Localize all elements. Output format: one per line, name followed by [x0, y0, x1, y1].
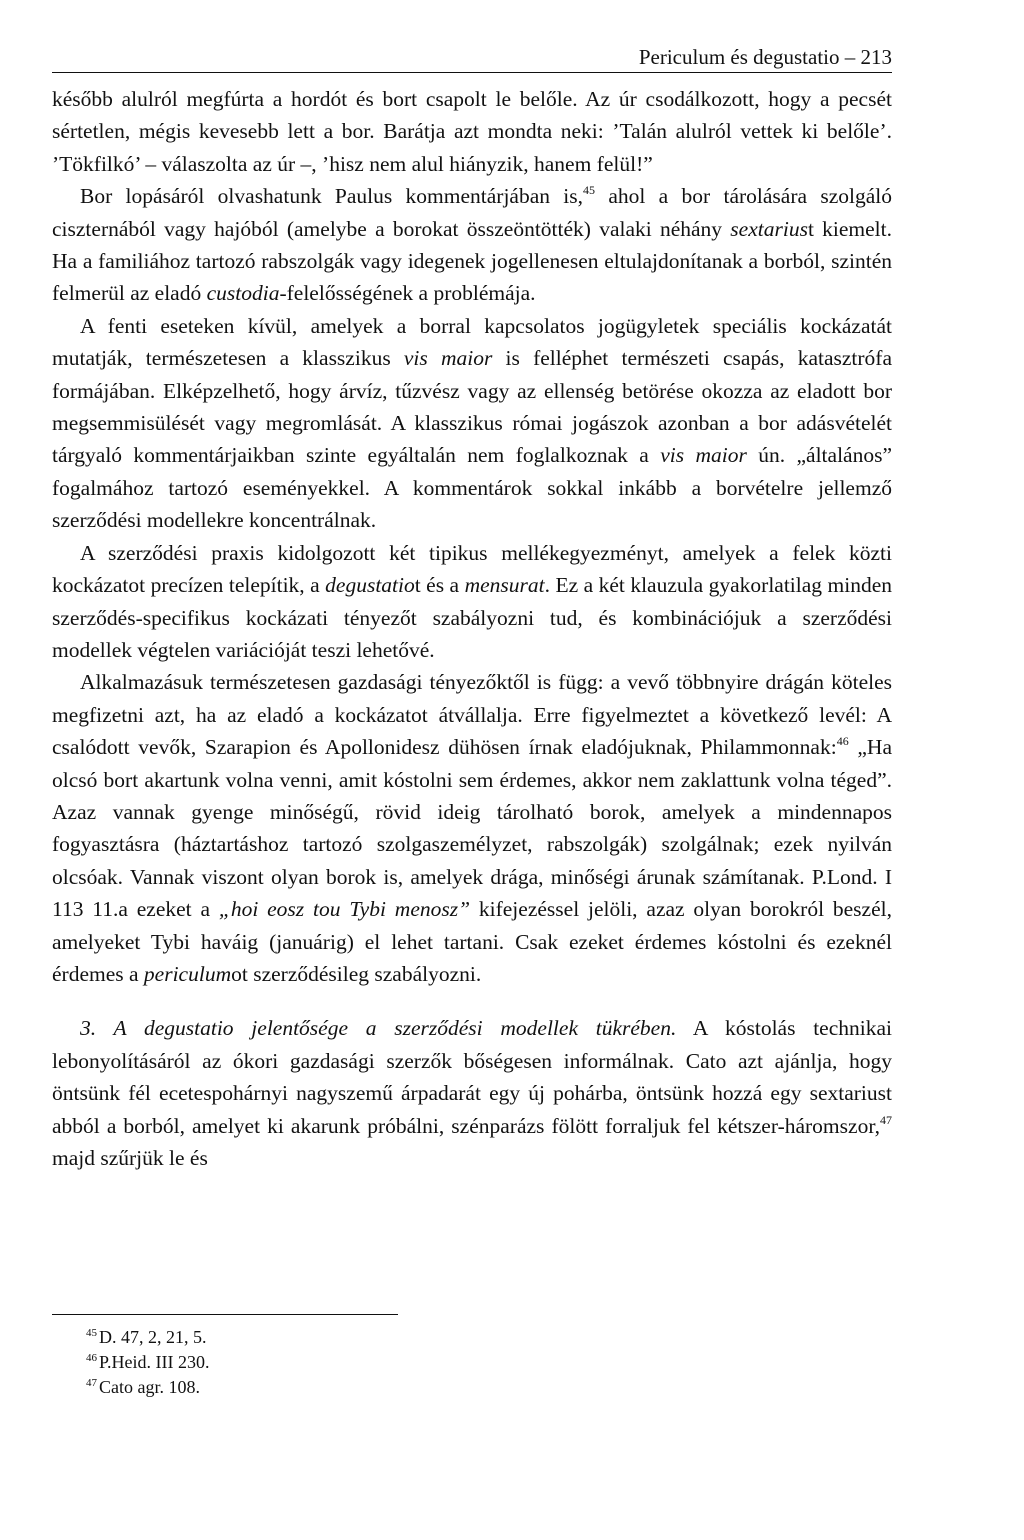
body-text [52, 83, 892, 1174]
page [52, 44, 892, 1174]
paragraph-6-section-3: 3. A degustatio jelentősége a szerződési modellek tükrében. A kóstolás technikai lebonyolításáról az ókori gazdasági szerzők bőségesen informálnak. Cato azt ajánlja, hogy öntsünk fél ecetespohárnyi nagyszemű árpadarát egy új pohárba, öntsünk hozzá egy sextariust abból a borból, amelyet ki akarunk próbálni, szénparázs fölött forraljuk fel kétszer-háromszor,$^{47}$ majd szűrjük le és [52, 1016, 892, 1170]
footnote-ref-47[interactable]: 47 [880, 1112, 892, 1127]
footnote-46: $^{46}$ P.Heid. III 230. [86, 1352, 210, 1372]
paragraph-1: később alulról megfúrta a hordót és bort csapolt le belőle. Az úr csodálkozott, hogy a pecsét sértetlen, mégis kevesebb lett a bor. Barátja azt mondta neki: ’Talán alulról vettek ki belőle’. ’Tökfilkó’ – válaszolta az úr –, ’hisz nem alul hiányzik, hanem felül!” [52, 87, 892, 176]
paragraph-4: A szerződési praxis kidolgozott két tipikus mellékegyezményt, amelyek a felek közti kockázatot precízen telepítik, a degustatiot és a mensurat. Ez a két klauzula gyakorlatilag minden szerződés-specifikus kockázati tényezőt szabályozni tud, és kombinációjuk a szerződési modellek végtelen variációját teszi lehetővé. [52, 540, 892, 662]
footnote-divider [52, 1314, 398, 1315]
paragraph-3: A fenti eseteken kívül, amelyek a borral kapcsolatos jogügyletek speciális kockázatát mutatják, természetesen a klasszikus vis maior is felléphet természeti csapás, katasztrófa formájában. Elképzelhető, hogy árvíz, tűzvész vagy az ellenség betörése okozza az eladott bor megsemmisülését vagy megromlását. A klasszikus római jogászok azonban a bor adásvételét tárgyaló kommentárjaikban szinte egyáltalán nem foglalkoznak a vis maior ún. „általános” fogalmához tartozó eseményekkel. A kommentárok sokkal inkább a borvételre jellemző szerződési modellekre koncentrálnak. [52, 313, 893, 533]
paragraph-2: Bor lopásáról olvashatunk Paulus kommentárjában is,$^{45}$ ahol a bor tárolására szolgáló ciszternából vagy hajóból (amelybe a borokat összeöntötték) valaki néhány sextariust kiemelt. Ha a familiához tartozó rabszolgák vagy idegenek jogellenesen eltulajdonítanak a borból, szintén felmerül az eladó custodia-felelősségének a problémája. [52, 183, 893, 306]
running-head: Periculum és degustatio – 213 [52, 44, 892, 73]
paragraph-5: Alkalmazásuk természetesen gazdasági tényezőktől is függ: a vevő többnyire drágán köteles megfizetni azt, ha az eladó a kockázatot átvállalja. Erre figyelmeztet a következő levél: A csalódott vevők, Szarapion és Apollonidesz dühösen írnak eladójuknak, Philammonnak:$^{46}$ „Ha olcsó bort akartunk volna venni, amit kóstolni sem érdemes, akkor nem zaklattunk volna téged”. Azaz vannak gyenge minőségű, rövid ideig tárolható borok, amelyek a mindennapos fogyasztásra (háztartáshoz tartozó szolgaszemélyzet, rabszolgák) szolgálnak; ezek nyilván olcsóak. Vannak viszont olyan borok is, amelyek drága, minőségi árunak számítanak. P.Lond. I 113 11.a ezeket a „hoi eosz tou Tybi menosz” kifejezéssel jelöli, azaz olyan borokról beszél, amelyeket Tybi haváig (januárig) el lehet tartani. Csak ezeket érdemes kóstolni és ezeknél érdemes a periculumot szerződésileg szabályozni. [52, 670, 892, 986]
footnote-47: $^{47}$ Cato agr. 108. [86, 1377, 200, 1397]
footnote-ref-45[interactable]: 45 [583, 183, 596, 198]
section-heading: 3. A degustatio jelentősége a szerződési modellek tükrében. [80, 1016, 677, 1041]
footnote-ref-46[interactable]: 46 [836, 734, 849, 749]
footnote-45: $^{45}$ D. 47, 2, 21, 5. [86, 1327, 207, 1347]
footnotes [52, 1314, 892, 1400]
